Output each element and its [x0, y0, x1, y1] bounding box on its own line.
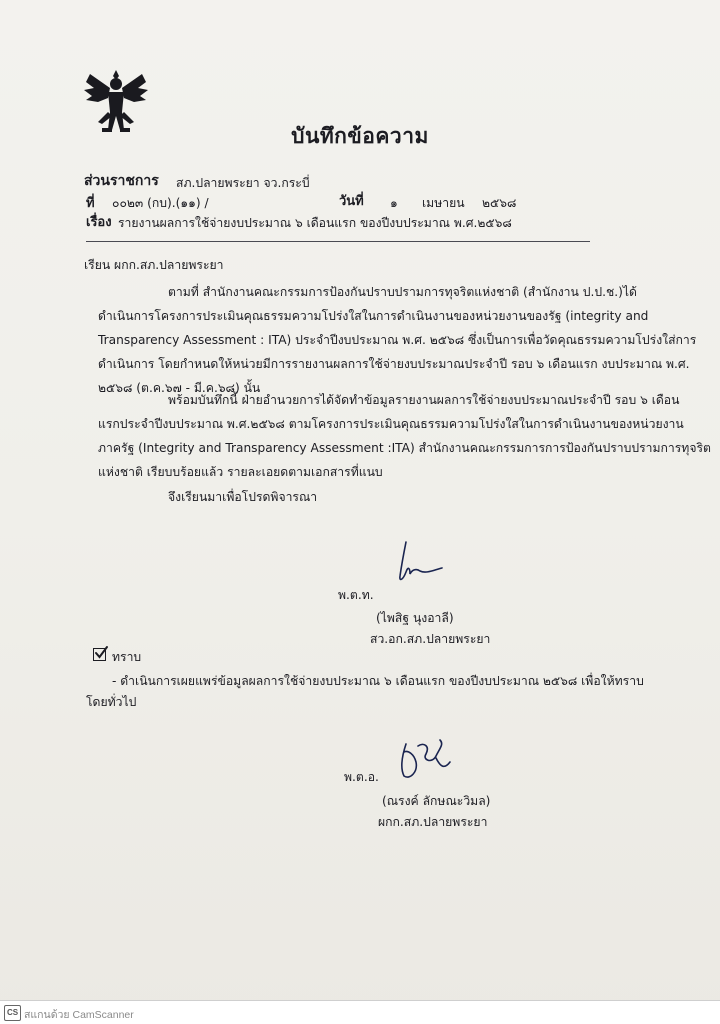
date-day: ๑ — [390, 196, 398, 210]
subject-value: รายงานผลการใช้จ่ายงบประมาณ ๖ เดือนแรก ของปีงบประมาณ พ.ศ.๒๕๖๘ — [118, 216, 512, 230]
agency-label: ส่วนราชการ — [84, 173, 159, 189]
checkmark-icon — [93, 645, 109, 661]
scanner-footer — [0, 1000, 720, 1024]
paragraph-line: ๒๕๖๘ (ต.ค.๖๗ - มี.ค.๖๘) นั้น — [98, 381, 261, 395]
acknowledge-note-line: โดยทั่วไป — [86, 695, 137, 709]
signature-1-position: สว.อก.สภ.ปลายพระยา — [370, 632, 491, 646]
paragraph-line: Transparency Assessment : ITA) ประจำปีงบประมาณ พ.ศ. ๒๕๖๘ ซึ่งเป็นการเพื่อวัดคุณธรรมความโปร่งใส่การ — [98, 333, 697, 347]
signature-2-rank: พ.ต.อ. — [344, 770, 379, 784]
acknowledge-checkbox[interactable] — [93, 648, 106, 661]
camscanner-logo-icon: CS — [4, 1005, 21, 1021]
signature-2-icon — [396, 736, 456, 782]
subject-label: เรื่อง — [86, 215, 112, 230]
signature-1-icon — [388, 538, 448, 588]
paragraph-line: พร้อมบันทึกนี้ ฝ่ายอำนวยการได้จัดทำข้อมูลรายงานผลการใช้จ่ายงบประมาณประจำปี รอบ ๖ เดือน — [168, 393, 680, 407]
signature-2-position: ผกก.สภ.ปลายพระยา — [378, 815, 488, 829]
header-divider — [86, 241, 590, 242]
salutation: เรียน ผกก.สภ.ปลายพระยา — [84, 258, 224, 272]
date-year: ๒๕๖๘ — [482, 196, 517, 210]
date-month: เมษายน — [422, 196, 465, 210]
paragraph-line: แห่งชาติ เรียบบร้อยแล้ว รายละเอยดตามเอกสารที่แนบ — [98, 465, 383, 479]
signature-2-name: (ณรงค์ ลักษณะวิมล) — [382, 794, 491, 808]
closing-line: จึงเรียนมาเพื่อโปรดพิจารณา — [168, 490, 318, 504]
paragraph-line: ภาครัฐ (Integrity and Transparency Assessment :ITA) สำนักงานคณะกรรมการการป้องกันปราบปรามการทุจริต — [98, 441, 711, 455]
memo-title: บันทึกข้อความ — [291, 124, 429, 148]
date-label: วันที่ — [339, 194, 364, 209]
acknowledge-note-line: - ดำเนินการเผยแพร่ข้อมูลผลการใช้จ่ายงบประมาณ ๖ เดือนแรก ของปีงบประมาณ ๒๕๖๘ เพื่อให้ทราบ — [112, 674, 644, 688]
acknowledge-label: ทราบ — [112, 650, 142, 664]
signature-1-name: (ไพสิฐ นุงอาลี) — [376, 611, 454, 625]
document-number: ๐๐๒๓ (กบ).(๑๑) / — [112, 196, 209, 210]
paragraph-line: ดำเนินการ โดยกำหนดให้หน่วยมีการรายงานผลการใช้จ่ายงบประมาณประจำปี รอบ ๖ เดือนแรก งบประมาณ พ.ศ. — [98, 357, 690, 371]
scanner-caption: สแกนด้วย CamScanner — [24, 1009, 134, 1021]
paragraph-line: ดำเนินการโครงการประเมินคุณธรรมความโปร่งใสในการดำเนินงานของหน่วยงานของรัฐ (integrity and — [98, 309, 649, 323]
signature-1-rank: พ.ต.ท. — [338, 588, 374, 602]
number-label: ที่ — [86, 196, 95, 211]
paragraph-2 — [98, 388, 711, 484]
paragraph-line: ตามที่ สำนักงานคณะกรรมการป้องกันปราบปรามการทุจริตแห่งชาติ (สำนักงาน ป.ป.ช.)ได้ — [168, 285, 637, 299]
agency-value: สภ.ปลายพระยา จว.กระบี่ — [176, 176, 310, 190]
paragraph-line: แรกประจำปีงบประมาณ พ.ศ.๒๕๖๘ ตามโครงการประเมินคุณธรรมความโปร่งใสในการดำเนินงานของหน่วยงาน — [98, 417, 684, 431]
